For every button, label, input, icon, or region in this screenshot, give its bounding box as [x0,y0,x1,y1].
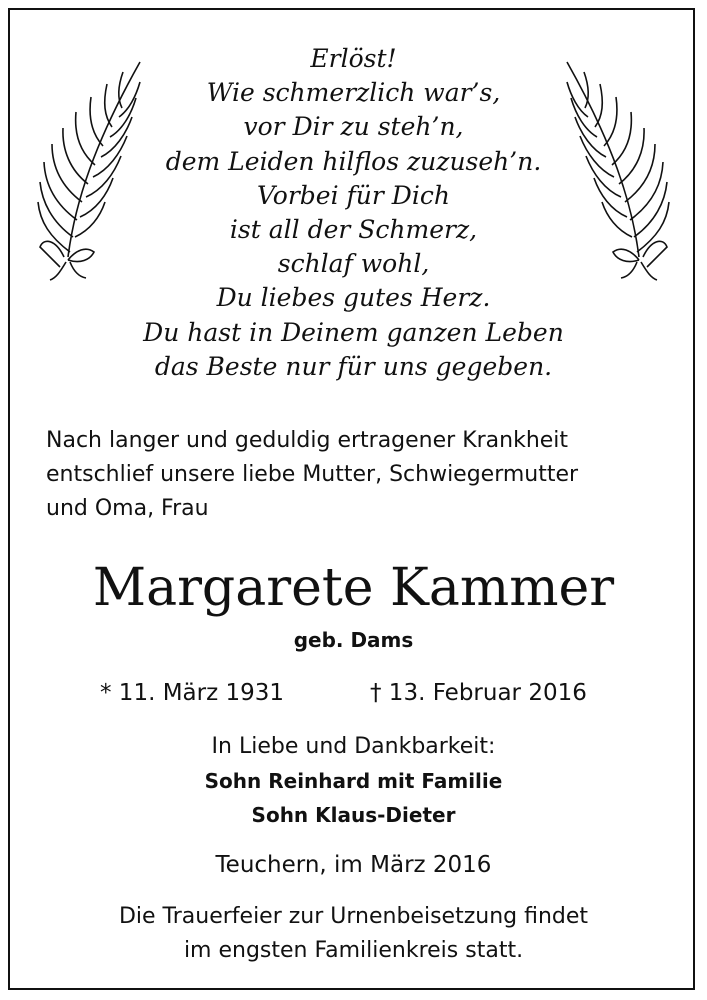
maiden-name: geb. Dams [293,628,414,652]
place-date: Teuchern, im März 2016 [215,852,492,878]
poem-line: dem Leiden hilflos zuzuseh’n. [165,146,542,176]
poem-line: ist all der Schmerz, [229,215,478,245]
announcement-line: entschlief unsere liebe Mutter, Schwiegermutter [46,462,579,487]
funeral-line: Die Trauerfeier zur Urnenbeisetzung findet [118,904,589,929]
funeral-note [0,900,707,968]
mourners-block [0,730,707,832]
poem-line: das Beste nur für uns gegeben. [154,351,553,381]
poem-line: Erlöst! [310,44,397,73]
announcement-text [46,424,676,526]
death-date: † 13. Februar 2016 [370,680,587,706]
announcement-line: Nach langer und geduldig ertragener Krankheit [46,428,569,453]
mourner-name: Sohn Reinhard mit Familie [204,769,503,793]
memorial-poem [130,42,577,384]
poem-line: Wie schmerzlich war’s, [206,78,501,108]
poem-line: Vorbei für Dich [257,180,450,210]
poem-line: schlaf wohl, [277,249,430,279]
birth-date: * 11. März 1931 [100,680,285,706]
poem-line: vor Dir zu steh’n, [243,112,464,142]
mourner-name: Sohn Klaus-Dieter [251,803,456,827]
announcement-line: und Oma, Frau [46,496,209,521]
mourners-intro: In Liebe und Dankbarkeit: [211,734,496,759]
funeral-line: im engsten Familienkreis statt. [183,938,524,963]
poem-line: Du hast in Deinem ganzen Leben [143,317,564,347]
poem-line: Du liebes gutes Herz. [216,283,491,313]
deceased-name: Margarete Kammer [92,558,615,618]
